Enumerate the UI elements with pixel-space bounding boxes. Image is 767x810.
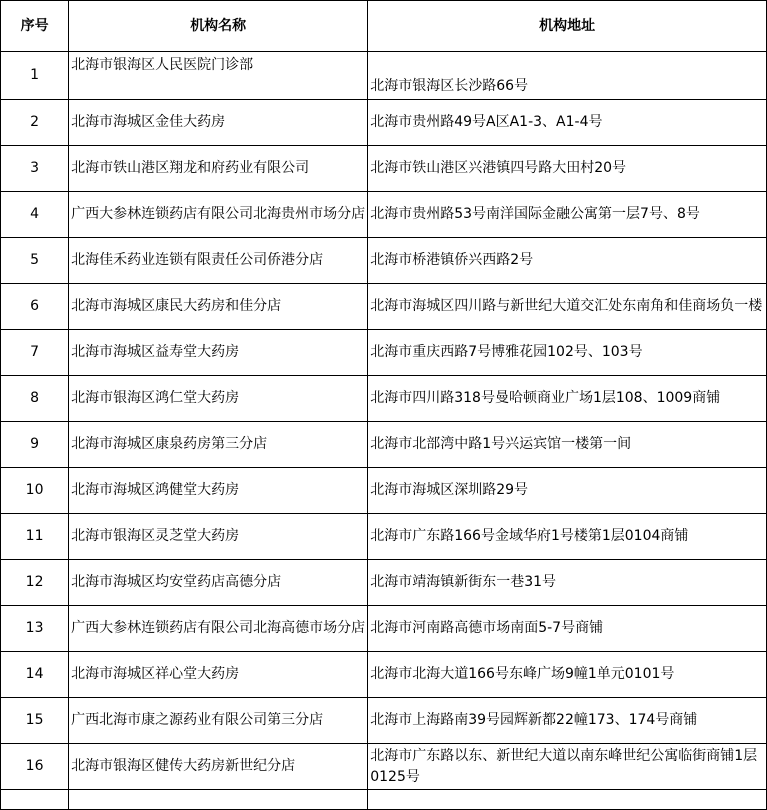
- row-name: 北海市海城区康民大药房和佳分店: [69, 284, 368, 330]
- table-row: [1, 146, 767, 192]
- row-address: 北海市广东路166号金域华府1号楼第1层0104商铺: [368, 514, 767, 560]
- row-index: 5: [1, 238, 69, 284]
- row-address: 北海市上海路南39号园辉新都22幢173、174号商铺: [368, 698, 767, 744]
- table-row: [1, 514, 767, 560]
- row-address: 北海市河南路高德市场南面5-7号商铺: [368, 606, 767, 652]
- table-row: [1, 376, 767, 422]
- header-address: 机构地址: [368, 1, 767, 52]
- header-index: 序号: [1, 1, 69, 52]
- row-index: 14: [1, 652, 69, 698]
- row-address: 北海市重庆西路7号博雅花园102号、103号: [368, 330, 767, 376]
- row-index: 12: [1, 560, 69, 606]
- row-index: 6: [1, 284, 69, 330]
- row-address: 北海市海城区四川路与新世纪大道交汇处东南角和佳商场负一楼: [368, 284, 767, 330]
- row-index: 7: [1, 330, 69, 376]
- row-index: 2: [1, 100, 69, 146]
- row-name: 北海佳禾药业连锁有限责任公司侨港分店: [69, 238, 368, 284]
- header-row: [1, 1, 767, 52]
- row-name: 北海市海城区祥心堂大药房: [69, 652, 368, 698]
- row-index: 16: [1, 744, 69, 790]
- row-name: 北海市银海区灵芝堂大药房: [69, 514, 368, 560]
- table-row: [1, 606, 767, 652]
- table-row: [1, 744, 767, 790]
- row-index: 11: [1, 514, 69, 560]
- row-address: 北海市四川路318号曼哈顿商业广场1层108、1009商铺: [368, 376, 767, 422]
- row-address: 北海市贵州路49号A区A1-3、A1-4号: [368, 100, 767, 146]
- table-row: [1, 100, 767, 146]
- row-index: 15: [1, 698, 69, 744]
- table-row: [1, 422, 767, 468]
- table-row: [1, 330, 767, 376]
- row-name: 广西大参林连锁药店有限公司北海贵州市场分店: [69, 192, 368, 238]
- row-name: 北海市海城区益寿堂大药房: [69, 330, 368, 376]
- row-address: 北海市北部湾中路1号兴运宾馆一楼第一间: [368, 422, 767, 468]
- row-index: 8: [1, 376, 69, 422]
- row-address: 北海市银海区长沙路66号: [368, 52, 767, 100]
- row-name: 北海市银海区鸿仁堂大药房: [69, 376, 368, 422]
- table-row: [1, 468, 767, 514]
- row-address: 北海市广东路以东、新世纪大道以南东峰世纪公寓临街商铺1层0125号: [368, 744, 767, 790]
- row-name: 北海市铁山港区翔龙和府药业有限公司: [69, 146, 368, 192]
- row-address: 北海市靖海镇新街东一巷31号: [368, 560, 767, 606]
- row-address: 北海市桥港镇侨兴西路2号: [368, 238, 767, 284]
- row-name: 北海市海城区金佳大药房: [69, 100, 368, 146]
- row-name: 广西大参林连锁药店有限公司北海高德市场分店: [69, 606, 368, 652]
- row-address: 北海市海城区深圳路29号: [368, 468, 767, 514]
- row-address: 北海市铁山港区兴港镇四号路大田村20号: [368, 146, 767, 192]
- table-row: [1, 238, 767, 284]
- row-index: 4: [1, 192, 69, 238]
- row-address: 北海市北海大道166号东峰广场9幢1单元0101号: [368, 652, 767, 698]
- table-row: [1, 698, 767, 744]
- row-name: 北海市海城区均安堂药店高德分店: [69, 560, 368, 606]
- row-index: 10: [1, 468, 69, 514]
- row-index: 3: [1, 146, 69, 192]
- table-row: [1, 560, 767, 606]
- header-name: 机构名称: [69, 1, 368, 52]
- row-address: 北海市贵州路53号南洋国际金融公寓第一层7号、8号: [368, 192, 767, 238]
- table-row: [1, 652, 767, 698]
- table-row: [1, 284, 767, 330]
- row-name: 北海市银海区健传大药房新世纪分店: [69, 744, 368, 790]
- row-index: 9: [1, 422, 69, 468]
- row-name: 北海市银海区人民医院门诊部: [69, 52, 368, 100]
- row-name: 北海市海城区鸿健堂大药房: [69, 468, 368, 514]
- table-row: [1, 192, 767, 238]
- row-name: 广西北海市康之源药业有限公司第三分店: [69, 698, 368, 744]
- row-name: 北海市海城区康泉药房第三分店: [69, 422, 368, 468]
- table-row: [1, 52, 767, 100]
- row-index: 1: [1, 52, 69, 100]
- row-index: 13: [1, 606, 69, 652]
